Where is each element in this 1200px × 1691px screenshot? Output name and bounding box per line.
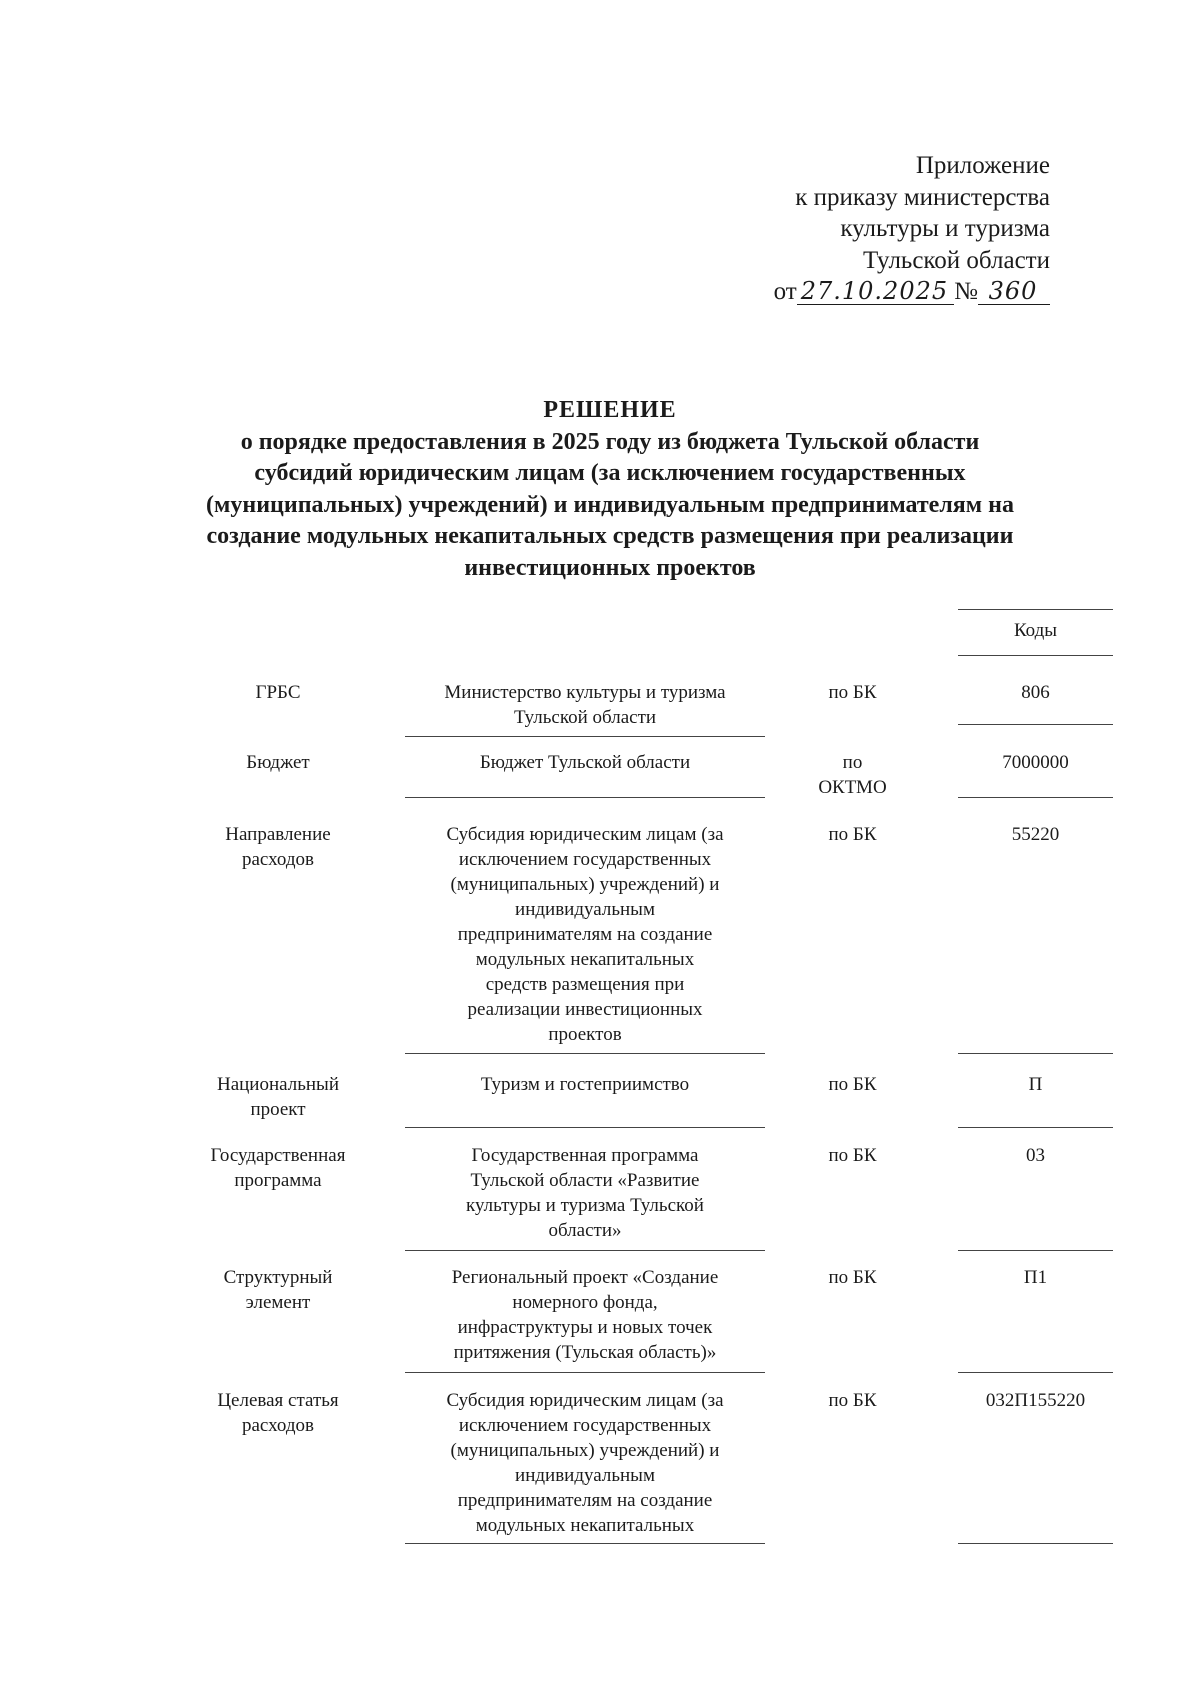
codes-header: Коды: [1013, 620, 1058, 641]
from-label: от: [773, 278, 797, 305]
row-rule: [405, 1543, 765, 1544]
appendix-line-3: культуры и туризма: [840, 215, 1050, 242]
title-line-3: (муниципальных) учреждений) и индивидуальным предпринимателям на: [206, 491, 1014, 518]
row-value: Бюджет Тульской области: [479, 752, 691, 773]
appendix-line-1: Приложение: [915, 152, 1050, 179]
row-rule: [405, 1053, 765, 1054]
row-basis: по БК: [828, 1145, 877, 1166]
number-label: №: [954, 278, 978, 305]
decision-title: [170, 395, 1050, 584]
codes-header-rule: [958, 655, 1113, 656]
handwritten-order-date: 27.10.2025: [797, 278, 954, 305]
row-basis: по ОКТМО: [818, 752, 887, 798]
row-rule: [405, 1372, 765, 1373]
title-line-1: о порядке предоставления в 2025 году из бюджета Тульской области: [240, 428, 980, 455]
code-rule: [958, 1372, 1113, 1373]
row-basis: по БК: [828, 682, 877, 703]
row-value: Министерство культуры и туризма Тульской области: [444, 682, 726, 728]
row-value: Субсидия юридическим лицам (за исключением государственных (муниципальных) учреждений) и индивидуальным предпринимателям на создание модульных некапитальных: [446, 1390, 724, 1536]
code-rule: [958, 724, 1113, 725]
row-label: Государственная программа: [210, 1145, 346, 1191]
row-basis: по БК: [828, 1267, 877, 1288]
row-rule: [405, 736, 765, 737]
row-basis: по БК: [828, 1390, 877, 1411]
row-rule: [405, 1250, 765, 1251]
row-code: 03: [1026, 1145, 1045, 1166]
row-code: 7000000: [1002, 752, 1069, 773]
row-code: П1: [1023, 1267, 1048, 1288]
row-label: Национальный проект: [216, 1074, 339, 1120]
code-rule: [958, 797, 1113, 798]
title-line-5: инвестиционных проектов: [464, 554, 756, 581]
code-rule: [958, 1053, 1113, 1054]
row-basis: по БК: [828, 824, 877, 845]
decision-heading: РЕШЕНИЕ: [543, 397, 677, 423]
codes-top-rule: [958, 609, 1113, 610]
appendix-block: [774, 150, 1050, 308]
row-value: Государственная программа Тульской области «Развитие культуры и туризма Тульской области»: [466, 1145, 704, 1241]
code-rule: [958, 1543, 1113, 1544]
row-value: Туризм и гостеприимство: [480, 1074, 690, 1095]
appendix-line-4: Тульской области: [863, 246, 1050, 274]
row-code: 55220: [1011, 824, 1060, 845]
code-rule: [958, 1250, 1113, 1251]
order-date-number-line: [774, 276, 1050, 308]
row-label: Целевая статья расходов: [217, 1390, 339, 1436]
code-rule: [958, 1127, 1113, 1128]
handwritten-order-number: 360: [978, 278, 1050, 305]
row-label: Структурный элемент: [223, 1267, 333, 1313]
row-code: 032П155220: [985, 1390, 1086, 1411]
row-code: П: [1028, 1074, 1043, 1095]
row-rule: [405, 797, 765, 798]
row-code: 806: [1021, 682, 1050, 703]
row-basis: по БК: [828, 1074, 877, 1095]
row-label: Направление расходов: [225, 824, 331, 870]
title-line-4: создание модульных некапитальных средств размещения при реализации: [206, 523, 1014, 549]
row-value: Субсидия юридическим лицам (за исключением государственных (муниципальных) учреждений) и индивидуальным предпринимателям на создание модульных некапитальных средств размещения при реализации инвестиционных проектов: [446, 824, 724, 1045]
row-label: ГРБС: [255, 682, 301, 703]
row-value: Региональный проект «Создание номерного фонда, инфраструктуры и новых точек притяжения (Тульская область)»: [451, 1267, 719, 1363]
title-line-2: субсидий юридическим лицам (за исключением государственных: [254, 460, 966, 486]
appendix-line-2: к приказу министерства: [795, 183, 1050, 211]
row-label: Бюджет: [246, 752, 310, 773]
row-rule: [405, 1127, 765, 1128]
